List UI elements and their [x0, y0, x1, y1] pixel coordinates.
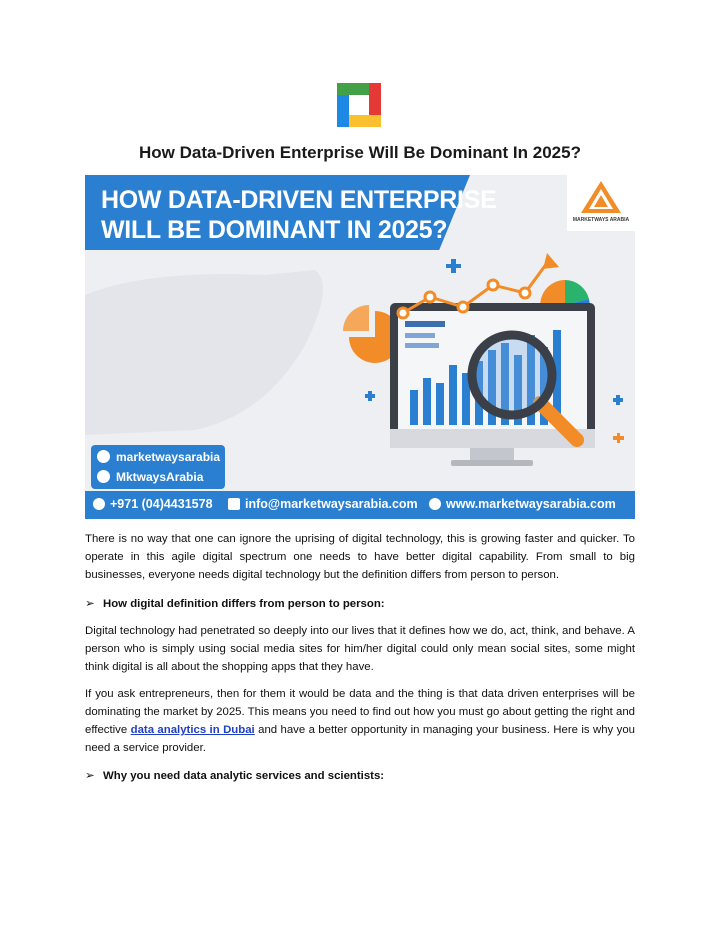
paragraph-entrepreneurs-text-b: and have a better opportunity in managing your business. Here is why you need a service provider. [85, 724, 635, 754]
page-title: How Data-Driven Enterprise Will Be Dominant In 2025? [139, 143, 581, 162]
facebook-icon [97, 450, 110, 463]
paragraph-intro: There is no way that one can ignore the uprising of digital technology, this is growing faster and quicker. To operate in this agile digital spectrum one needs to have better digital capability. From small to big businesses, everyone needs digital technology but the definition differs from person to person. [85, 533, 635, 581]
facebook-row[interactable] [97, 450, 220, 464]
bullet-heading-1-text: How digital definition differs from person to person: [103, 598, 385, 610]
paragraph-digital: Digital technology had penetrated so deeply into our lives that it defines how we do, act, think, and behave. A person who is simply using social media sites for him/her digital could only mean social sites, some might think digital is all about the shopping apps that they have. [85, 625, 635, 673]
banner-heading-line2: WILL BE DOMINANT IN 2025? [101, 216, 448, 244]
contact-website[interactable] [429, 497, 616, 511]
bullet-heading-2-text: Why you need data analytic services and scientists: [103, 770, 385, 782]
phone-icon [93, 498, 105, 510]
bullet-heading-1 [85, 596, 385, 610]
banner-heading-line1: HOW DATA-DRIVEN ENTERPRISE [101, 186, 497, 214]
hero-banner [85, 175, 635, 519]
bullet-arrow-icon: ➢ [85, 770, 95, 782]
twitter-row[interactable] [97, 470, 203, 484]
website-text: www.marketwaysarabia.com [446, 497, 616, 511]
site-logo-icon [337, 83, 381, 127]
bullet-heading-2 [85, 768, 384, 782]
brand-caption: MARKETWAYS ARABIA [572, 217, 630, 223]
contact-bar [85, 491, 635, 519]
facebook-handle: marketwaysarabia [116, 450, 221, 464]
data-analytics-dubai-link[interactable]: data analytics in Dubai [130, 724, 255, 736]
paragraph-entrepreneurs-text-a: If you ask entrepreneurs, then for them it would be data and the thing is that data driven enterprises will be dominating the market by 2025. This means you need to find out how you must go about getting the right and effective [85, 688, 635, 736]
paragraph-entrepreneurs [85, 685, 635, 757]
phone-text: +971 (04)4431578 [110, 497, 213, 511]
globe-icon [429, 498, 441, 510]
analytics-illustration [85, 175, 635, 491]
twitter-icon [97, 470, 110, 483]
contact-email[interactable] [228, 497, 418, 511]
contact-phone[interactable] [93, 497, 213, 511]
mail-icon [228, 498, 240, 510]
email-text: info@marketwaysarabia.com [245, 497, 418, 511]
twitter-handle: MktwaysArabia [116, 470, 204, 484]
social-panel [91, 445, 225, 489]
bullet-arrow-icon: ➢ [85, 598, 95, 610]
